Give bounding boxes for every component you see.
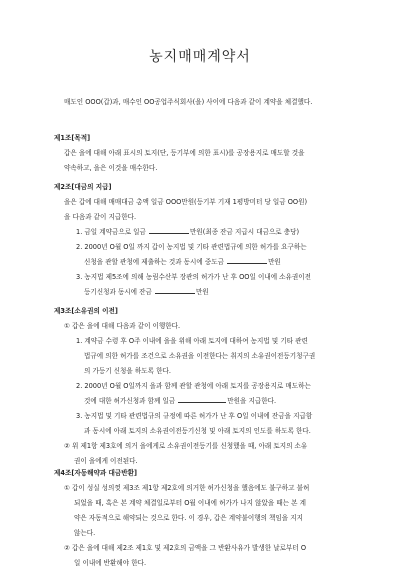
article-2-item-2-cont: 신청을 관할 관청에 제출하는 것과 동시에 중도금 만원 xyxy=(84,258,281,266)
document-title: 농지매매계약서 xyxy=(149,49,251,65)
article-2-line: 을 다음과 같이 지급한다. xyxy=(64,213,137,221)
amount-blank xyxy=(227,256,267,264)
article-4 xyxy=(54,466,354,571)
article-4-line: 되었을 때, 혹은 본 계약 체결일로부터 O월 이내에 허가가 나지 않았을 때는 본 계 xyxy=(74,499,306,507)
article-3-line: 과 동시에 아래 토지의 소유권이전등기신청 및 아래 토지의 인도를 하도록 한다. xyxy=(84,427,311,435)
article-3-line: 의 가등기 신청을 하도록 한다. xyxy=(84,367,171,375)
amount-blank xyxy=(178,395,226,403)
article-2-item-1: 1. 금일 계약금으로 일금 만원(최종 잔금 지급시 대금으로 충당) xyxy=(76,228,300,236)
article-3-line: 권이 을에게 이전된다. xyxy=(74,457,138,465)
article-4-line: 약은 자동적으로 해약되는 것으로 한다. 이 경우, 갑은 계약불이행의 책임을 지지 xyxy=(74,514,303,522)
article-4-line: ② 갑은 을에 대해 제2조 제1호 및 제2호의 금액을 그 반환사유가 발생한 날로부터 O xyxy=(64,544,307,552)
article-4-line: 일 이내에 반환해야 한다. xyxy=(74,559,147,567)
article-2-item-2: 2. 2000년 O월 O일 까지 갑이 농지법 및 기타 관련법규에 의한 허가를 요구하는 xyxy=(76,243,307,251)
article-4-line: ① 갑이 성실 성의껏 제3조 제1항 제2호에 의거한 허가신청을 했음에도 불구하고 불허 xyxy=(64,484,310,492)
article-2-item-3-cont: 등기신청과 동시에 잔금 만원 xyxy=(84,288,209,296)
article-2 xyxy=(54,180,354,300)
amount-blank xyxy=(149,226,189,234)
amount-blank xyxy=(155,286,195,294)
article-4-line: 않는다. xyxy=(74,529,96,537)
article-1-heading: 제1조[목적] xyxy=(54,134,91,142)
article-2-line: 을은 갑에 대해 매매대금 총액 일금 OOO만원(등기부 기재 1평방미터 당 일금 OO원) xyxy=(64,198,308,206)
intro-paragraph: 매도인 OOO(갑)과, 매수인 OO공업주식회사(을) 사이에 다음과 같이 계약을 체결했다. xyxy=(64,98,313,106)
article-3-line: 법규에 의한 허가를 조건으로 소유권을 이전한다는 취지의 소유권이전등기청구권 xyxy=(84,352,316,360)
article-3-line: 2. 2000년 O월 O일까지 을과 함께 관할 관청에 아래 토지를 공장용지로 매도하는 xyxy=(76,382,311,390)
article-3 xyxy=(54,304,354,469)
article-3-line: 것에 대한 허가신청과 함께 일금 만원을 지급한다. xyxy=(84,397,277,405)
article-3-line: 1. 계약금 수령 후 O주 이내에 을을 위해 아래 토지에 대하여 농지법 및 기타 관련 xyxy=(76,337,308,345)
article-3-line: 3. 농지법 및 기타 관련법규의 규정에 따른 허가가 난 후 O일 이내에 잔금을 지급함 xyxy=(76,412,313,420)
article-1-line: 약속하고, 을은 이것을 매수한다. xyxy=(64,164,158,172)
article-3-line: ② 위 제1항 제3호에 의거 을에게로 소유권이전등기를 신청했을 때, 아래 토지의 소유 xyxy=(64,442,308,450)
article-1 xyxy=(54,131,354,176)
article-2-heading: 제2조[대금의 지급] xyxy=(54,183,112,191)
article-3-line: ① 갑은 을에 대해 다음과 같이 이행한다. xyxy=(64,322,181,330)
article-1-line: 갑은 을에 대해 아래 표시의 토지(단, 등기부에 의한 표시)를 공장용지로 매도할 것을 xyxy=(64,149,305,157)
article-4-heading: 제4조[자동해약과 대금반환] xyxy=(54,469,137,477)
article-3-heading: 제3조[소유권의 이전] xyxy=(54,307,118,315)
article-2-item-3: 3. 농지법 제5조에 의해 농림수산부 장관의 허가가 난 후 OO일 이내에 소유권이전 xyxy=(76,273,312,281)
